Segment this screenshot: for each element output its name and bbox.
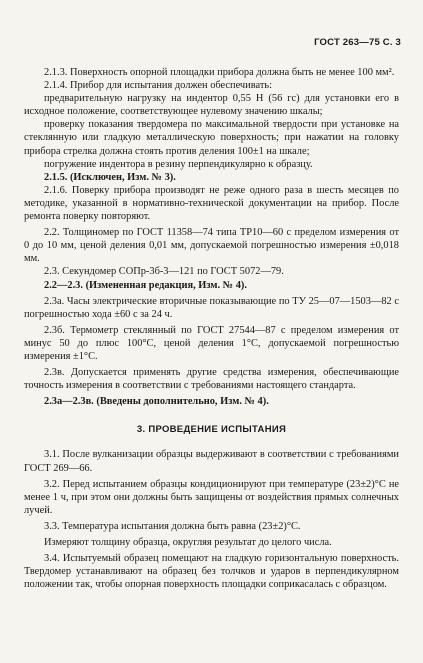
paragraph-check: проверку показания твердомера по максимальной твердости при установке на стеклянную или гладкую металлическую поверхность; при нажатии на головку прибора стрелка должна стоять против деления 100±1 на шкале; [24, 119, 399, 157]
paragraph-2-1-5: 2.1.5. (Исключен, Изм. № 3). [44, 171, 176, 183]
paragraph-2-3: 2.3. Секундомер СОПр-3б-3—121 по ГОСТ 5072—79. [44, 266, 284, 278]
paragraph-2-1-3: 2.1.3. Поверхность опорной площадки прибора должна быть не менее 100 мм². [44, 67, 395, 78]
paragraph-2-3a-2-3v-note: 2.3а—2.3в. (Введены дополнительно, Изм. № 4). [44, 396, 269, 408]
document-body [24, 66, 399, 591]
paragraph-3-3: 3.3. Температура испытания должна быть равна (23±2)°С. [44, 520, 301, 532]
paragraph-2-3v: 2.3в. Допускается применять другие средства измерения, обеспечивающие точность измерения в соответствии с требованиями настоящего стандарта. [24, 367, 399, 392]
paragraph-indenter: погружение индентора в резину перпендикулярно к образцу. [44, 158, 313, 170]
paragraph-2-3b: 2.3б. Термометр стеклянный по ГОСТ 27544—87 с пределом измерения от минус 50 до плюс 100°С, ценой деления 1°С, допускаемой погрешностью измерения ±1°С. [24, 324, 399, 362]
paragraph-3-1: 3.1. После вулканизации образцы выдерживают в соответствии с требованиями ГОСТ 269—66. [24, 449, 399, 474]
paragraph-2-1-6: 2.1.6. Поверку прибора производят не реже одного раза в шесть месяцев по методике, указанной в нормативно-технической документации на прибор. После ремонта поверку повторяют. [24, 184, 399, 223]
paragraph-2-2: 2.2. Толщиномер по ГОСТ 11358—74 типа ТР10—60 с пределом измерения от 0 до 10 мм, ценой деления 0,01 мм, допускаемой погрешностью измерения ±0,018 мм. [24, 227, 399, 265]
paragraph-2-1-4: 2.1.4. Прибор для испытания должен обеспечивать: [44, 80, 272, 92]
paragraph-3-2: 3.2. Перед испытанием образцы кондиционируют при температуре (23±2)°С не менее 1 ч, при этом они должны быть защищены от воздействия прямых солнечных лучей. [24, 478, 399, 516]
paragraph-preload: предварительную нагрузку на индентор 0,55 Н (56 гс) для установки его в исходное положение, соответствующее нулевому значению шкалы; [24, 93, 399, 118]
paragraph-2-2-2-3-note: 2.2—2.3. (Измененная редакция, Изм. № 4). [44, 279, 247, 291]
paragraph-2-3a: 2.3а. Часы электрические вторичные показывающие по ТУ 25—07—1503—82 с погрешностью хода ±60 с за 24 ч. [24, 295, 399, 320]
section-title: 3. ПРОВЕДЕНИЕ ИСПЫТАНИЯ [136, 424, 287, 436]
paragraph-3-4: 3.4. Испытуемый образец помещают на гладкую горизонтальную поверхность. Твердомер устанавливают на образец без толчков и ударов в перпендикулярном положении так, чтобы опорная поверхность площадки соприкасалась с образцом. [24, 553, 399, 591]
paragraph-thickness: Измеряют толщину образца, округляя результат до целого числа. [44, 537, 332, 548]
page-header: ГОСТ 263—75 С. 3 [314, 37, 401, 48]
